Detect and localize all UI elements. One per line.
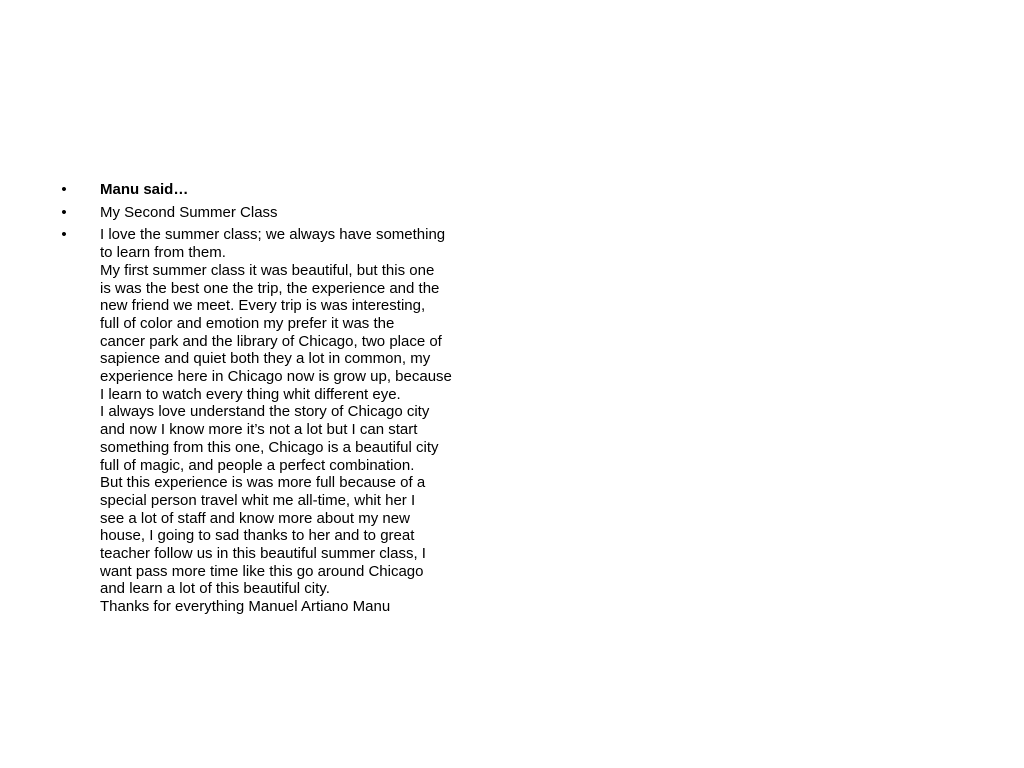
bullet-item-body <box>58 226 498 615</box>
body-line: teacher follow us in this beautiful summer class, I <box>100 545 426 563</box>
bullet-icon: • <box>61 181 67 198</box>
body-line: is was the best one the trip, the experience and the <box>100 279 440 297</box>
body-line: house, I going to sad thanks to her and to great <box>100 527 415 545</box>
author-heading: Manu said… <box>100 181 189 198</box>
body-line: I always love understand the story of Chicago city <box>100 403 430 421</box>
body-line: cancer park and the library of Chicago, two place of <box>100 332 442 350</box>
body-line: I learn to watch every thing whit different eye. <box>100 385 401 403</box>
body-line: full of magic, and people a perfect combination. <box>100 456 415 474</box>
body-line: something from this one, Chicago is a beautiful city <box>100 438 439 456</box>
bullet-icon: • <box>61 226 67 244</box>
body-line: I love the summer class; we always have something <box>100 226 446 244</box>
bullet-item-author <box>58 181 498 199</box>
body-line: Thanks for everything Manuel Artiano Manu <box>100 598 391 616</box>
bullet-list <box>58 181 498 621</box>
body-line: full of color and emotion my prefer it was the <box>100 314 395 332</box>
body-line: want pass more time like this go around Chicago <box>100 562 424 580</box>
body-line: sapience and quiet both they a lot in common, my <box>100 350 431 368</box>
bullet-item-title <box>58 204 498 222</box>
body-line: experience here in Chicago now is grow up, because <box>100 368 452 386</box>
body-line: and learn a lot of this beautiful city. <box>100 580 330 598</box>
body-line: see a lot of staff and know more about my new <box>100 509 410 527</box>
body-line: special person travel whit me all-time, whit her I <box>100 491 416 509</box>
essay-title: My Second Summer Class <box>100 203 278 221</box>
bullet-icon: • <box>61 203 67 221</box>
body-line: to learn from them. <box>100 244 226 262</box>
body-line: My first summer class it was beautiful, but this one <box>100 261 435 279</box>
body-line: But this experience is was more full because of a <box>100 474 426 492</box>
body-line: new friend we meet. Every trip is was interesting, <box>100 297 426 315</box>
body-line: and now I know more it’s not a lot but I can start <box>100 421 418 439</box>
essay-body <box>100 226 498 615</box>
